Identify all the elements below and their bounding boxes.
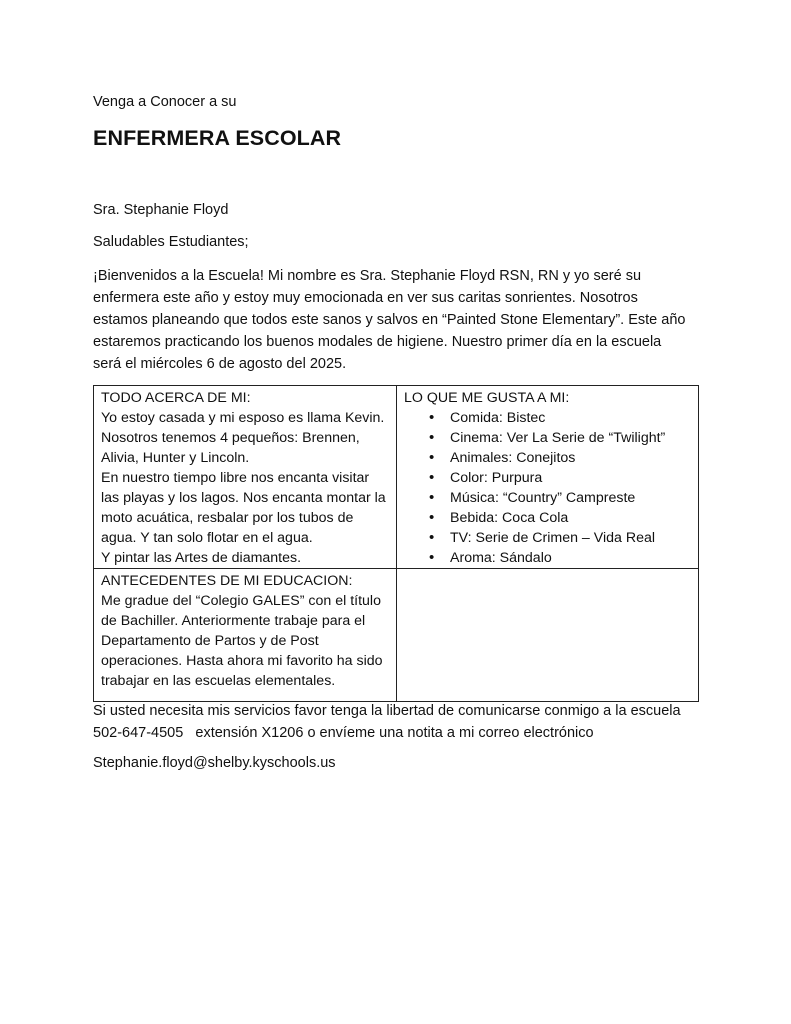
list-item: • Bebida: Coca Cola bbox=[429, 508, 692, 528]
education-cell bbox=[94, 569, 397, 702]
likes-cell bbox=[397, 386, 699, 569]
list-item: • Animales: Conejitos bbox=[429, 448, 692, 468]
list-item: • Color: Purpura bbox=[429, 468, 692, 488]
about-line: Y pintar las Artes de diamantes. bbox=[101, 550, 302, 566]
about-line: Yo estoy casada y mi esposo es llama Kevin. Nosotros tenemos 4 pequeños: Brennen, Alivia, Hunter y Lincoln. bbox=[101, 410, 385, 466]
page-title: ENFERMERA ESCOLAR bbox=[93, 126, 342, 150]
table-row bbox=[94, 386, 699, 569]
about-line: En nuestro tiempo libre nos encanta visitar las playas y los lagos. Nos encanta montar la moto acuática, resbalar por los tubos de agua. Y tan solo flotar en el agua. bbox=[101, 470, 386, 546]
info-table bbox=[93, 385, 699, 702]
welcome-paragraph: ¡Bienvenidos a la Escuela! Mi nombre es Sra. Stephanie Floyd RSN, RN y yo seré su enfermera este año y estoy muy emocionada en ver sus caritas sonrientes. Nosotros estamos planeando que todos este sanos y salvos en “Painted Stone Elementary”. Este año estaremos practicando los buenos modales de higiene. Nuestro primer día en la escuela será el miércoles 6 de agosto del 2025. bbox=[93, 268, 686, 372]
email-address[interactable]: Stephanie.floyd@shelby.kyschools.us bbox=[93, 755, 336, 771]
likes-heading: LO QUE ME GUSTA A MI: bbox=[404, 390, 570, 406]
list-item: • Cinema: Ver La Serie de “Twilight” bbox=[429, 428, 692, 448]
education-heading: ANTECEDENTES DE MI EDUCACION: bbox=[101, 573, 353, 589]
greeting: Saludables Estudiantes; bbox=[93, 234, 249, 250]
likes-list bbox=[404, 408, 692, 568]
empty-cell bbox=[397, 569, 699, 702]
about-cell bbox=[94, 386, 397, 569]
about-heading: TODO ACERCA DE MI: bbox=[101, 390, 251, 406]
contact-paragraph: Si usted necesita mis servicios favor tenga la libertad de comunicarse conmigo a la escuela 502-647-4505 extensión X1206 o envíeme una notita a mi correo electrónico bbox=[93, 703, 685, 741]
nurse-name: Sra. Stephanie Floyd bbox=[93, 202, 229, 218]
table-row bbox=[94, 569, 699, 702]
list-item: • Aroma: Sándalo bbox=[429, 548, 692, 568]
list-item: • Música: “Country” Campreste bbox=[429, 488, 692, 508]
list-item: • Comida: Bistec bbox=[429, 408, 692, 428]
intro-text: Venga a Conocer a su bbox=[93, 94, 237, 110]
list-item: • TV: Serie de Crimen – Vida Real bbox=[429, 528, 692, 548]
education-text: Me gradue del “Colegio GALES” con el título de Bachiller. Anteriormente trabaje para el Departamento de Partos y de Post operaciones. Hasta ahora mi favorito ha sido trabajar en las escuelas elementales. bbox=[101, 593, 383, 689]
